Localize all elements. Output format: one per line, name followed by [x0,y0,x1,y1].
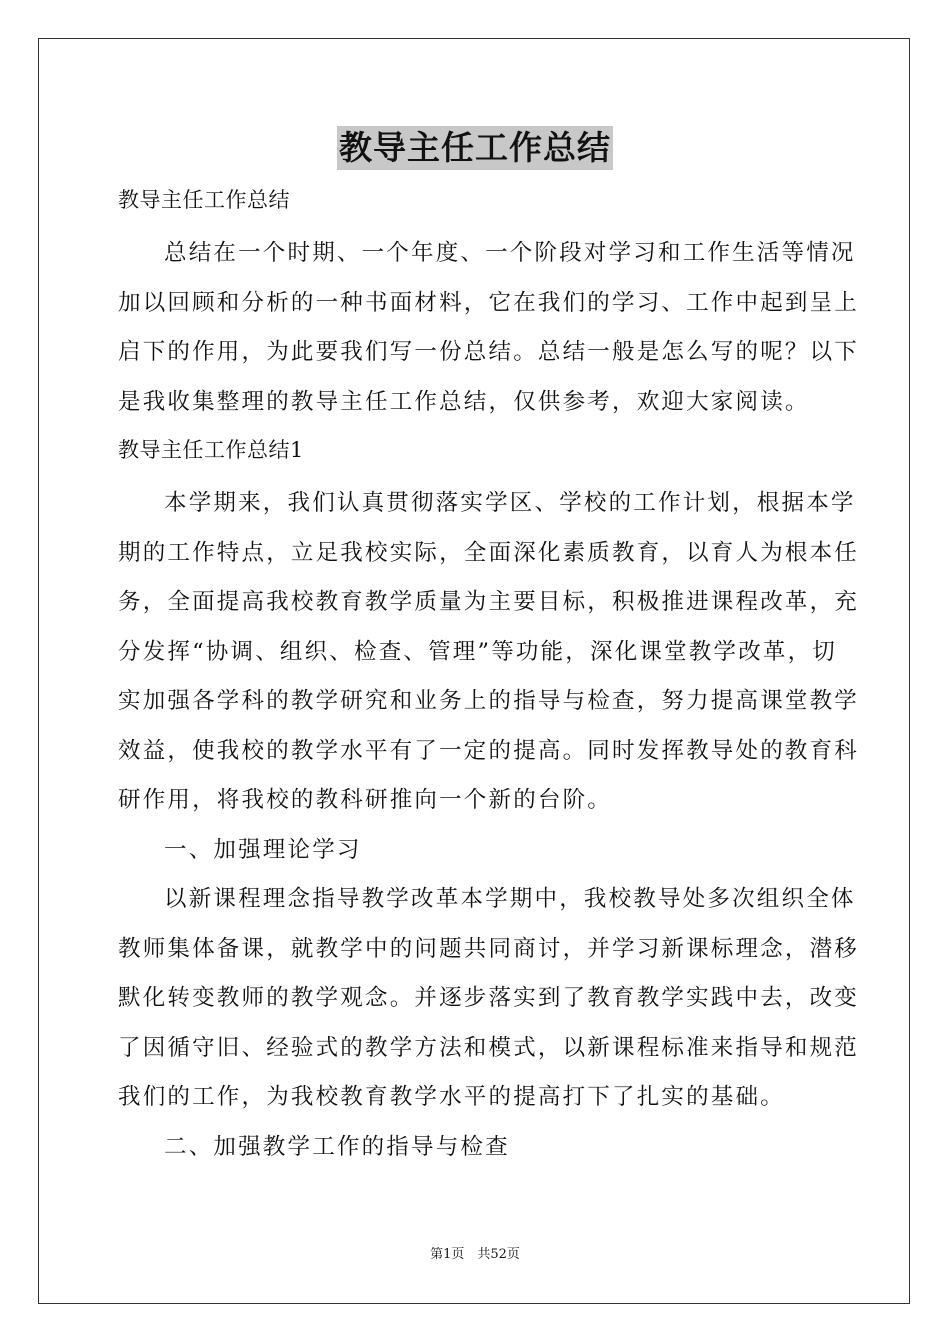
heading-theory-study: 一、加强理论学习 [164,836,362,863]
para1-line: 默化转变教师的教学观念。并逐步落实到了教育教学实践中去，改变 [118,985,860,1011]
intro-line: 是我收集整理的教导主任工作总结，仅供参考，欢迎大家阅读。 [118,388,810,415]
section1-line: 本学期来，我们认真贯彻落实学区、学校的工作计划，根据本学 [164,490,856,516]
page-number-footer: 第1页 共52页 [430,1247,520,1262]
section1-line: 实加强各学科的教学研究和业务上的指导与检查，努力提高课堂教学 [118,688,860,714]
heading-teaching-guidance: 二、加强教学工作的指导与检查 [164,1133,510,1160]
para1-line: 以新课程理念指导教学改革本学期中，我校教导处多次组织全体 [164,886,856,912]
intro-line: 总结在一个时期、一个年度、一个阶段对学习和工作生活等情况 [164,240,856,266]
section1-line: 期的工作特点，立足我校实际，全面深化素质教育，以育人为根本任 [118,539,860,566]
section1-line: 效益，使我校的教学水平有了一定的提高。同时发挥教导处的教育科 [118,737,860,764]
intro-line: 启下的作用，为此要我们写一份总结。总结一般是怎么写的呢？以下 [118,339,860,365]
title-container [0,126,950,170]
para1-line: 教师集体备课，就教学中的问题共同商讨，并学习新课标理念，潜移 [118,935,860,962]
section1-line: 分发挥“协调、组织、检查、管理”等功能，深化课堂教学改革，切 [118,638,838,665]
section1-line: 研作用，将我校的教科研推向一个新的台阶。 [118,787,613,813]
section-title: 教导主任工作总结1 [118,438,304,462]
section1-line: 务，全面提高我校教育教学质量为主要目标，积极推进课程改革，充 [118,589,860,615]
subtitle: 教导主任工作总结 [118,188,290,212]
document-body [118,177,860,1172]
para1-line: 我们的工作，为我校教育教学水平的提高打下了扎实的基础。 [118,1084,785,1110]
intro-line: 加以回顾和分析的一种书面材料，它在我们的学习、工作中起到呈上 [118,289,860,316]
document-title: 教导主任工作总结 [337,126,613,170]
para1-line: 了因循守旧、经验式的教学方法和模式，以新课程标准来指导和规范 [118,1034,860,1061]
